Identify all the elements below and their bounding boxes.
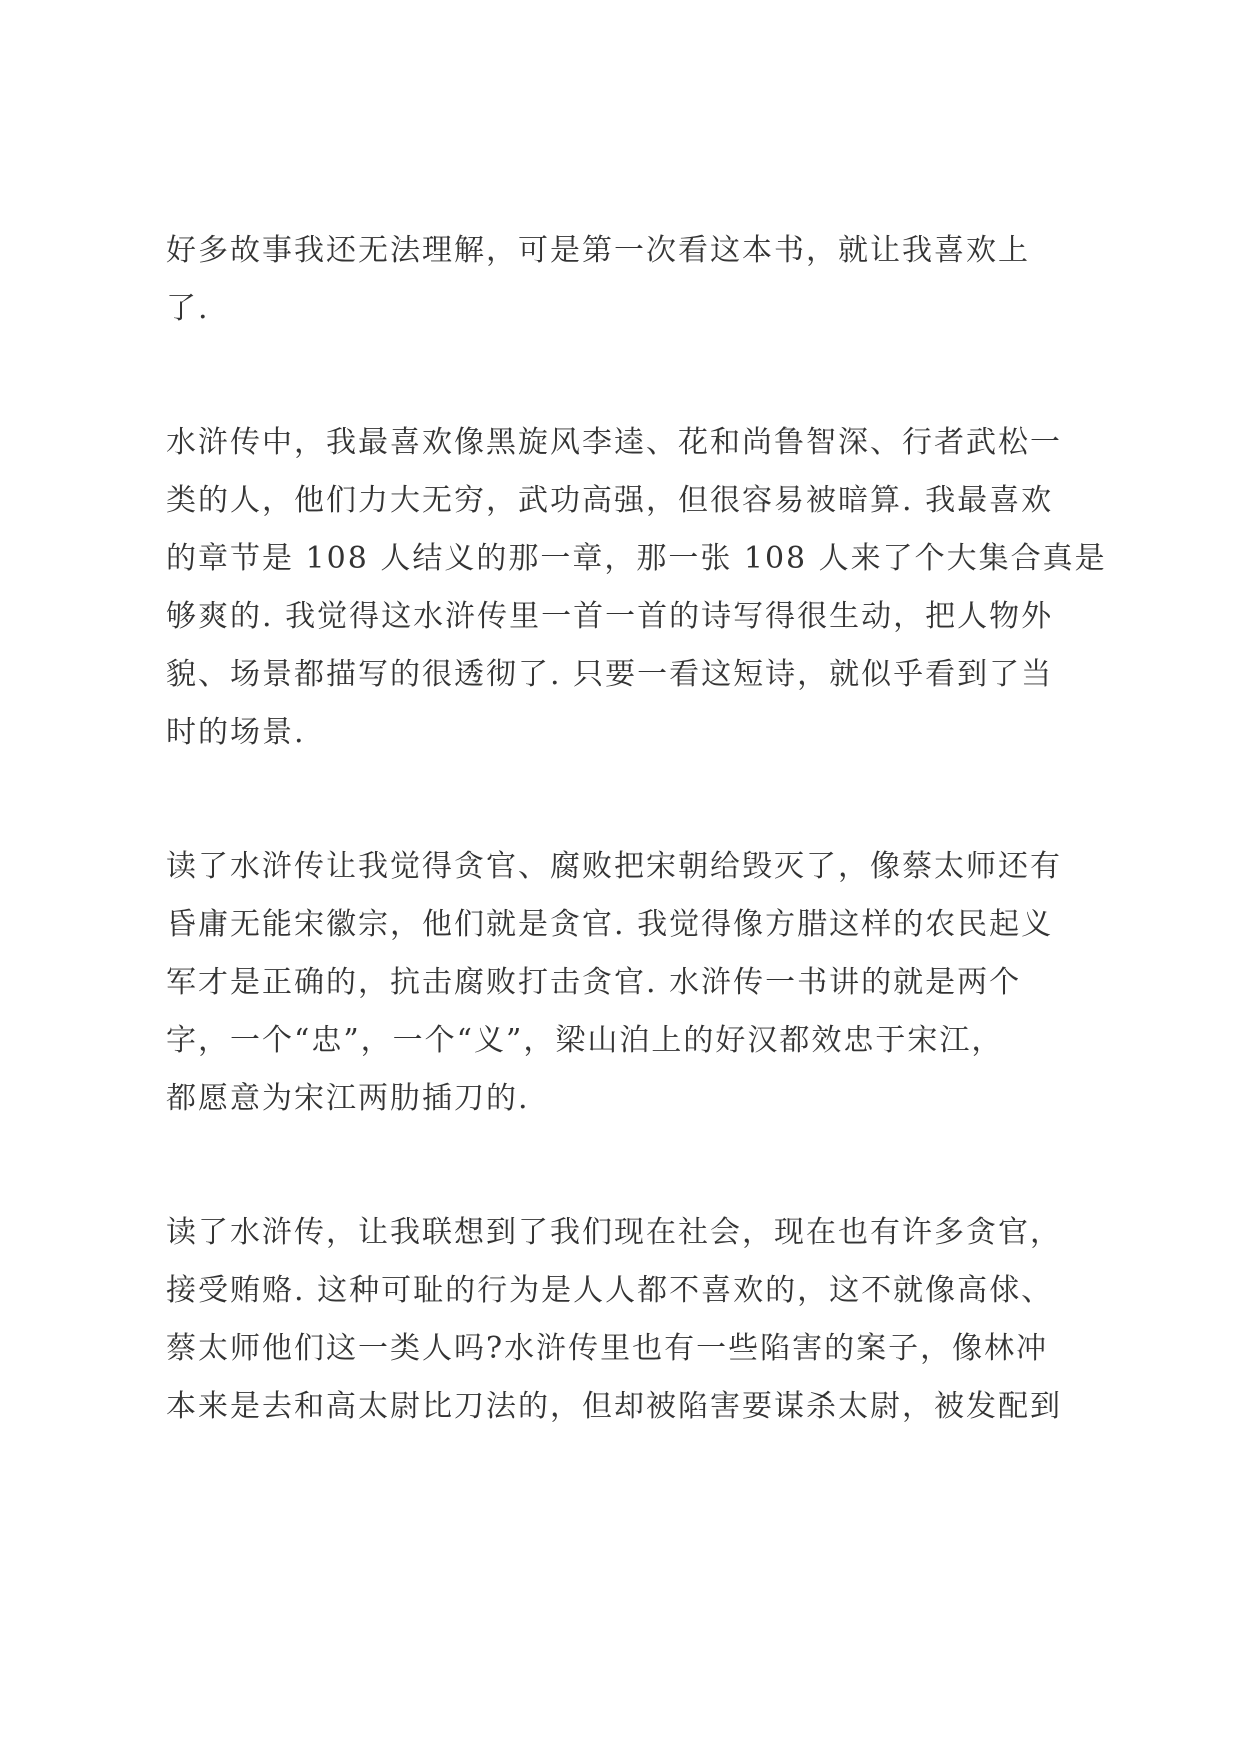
text-line: 了. — [166, 291, 210, 326]
paragraph-3 — [166, 838, 1096, 1128]
text-line: 字，一个“忠”，一个“义”，梁山泊上的好汉都效忠于宋江， — [166, 1023, 1004, 1058]
text-line: 读了水浒传，让我联想到了我们现在社会，现在也有许多贪官， — [166, 1215, 1062, 1250]
text-line: 都愿意为宋江两肋插刀的. — [166, 1081, 530, 1116]
text-line: 读了水浒传让我觉得贪官、腐败把宋朝给毁灭了，像蔡太师还有 — [166, 849, 1062, 884]
paragraph-4 — [166, 1204, 1096, 1436]
paragraph-1 — [166, 222, 1096, 338]
text-line: 够爽的. 我觉得这水浒传里一首一首的诗写得很生动，把人物外 — [166, 599, 1054, 634]
text-line: 昏庸无能宋徽宗，他们就是贪官. 我觉得像方腊这样的农民起义 — [166, 907, 1054, 942]
text-line: 好多故事我还无法理解，可是第一次看这本书，就让我喜欢上 — [166, 233, 1030, 268]
text-line: 本来是去和高太尉比刀法的，但却被陷害要谋杀太尉，被发配到 — [166, 1389, 1062, 1424]
paragraph-2 — [166, 414, 1107, 762]
document-body — [166, 222, 1107, 1512]
text-line: 类的人，他们力大无穷，武功高强，但很容易被暗算. 我最喜欢 — [166, 483, 1054, 518]
text-line: 水浒传中，我最喜欢像黑旋风李逵、花和尚鲁智深、行者武松一 — [166, 425, 1062, 460]
text-line: 蔡太师他们这一类人吗?水浒传里也有一些陷害的案子，像林冲 — [166, 1331, 1049, 1366]
text-line: 接受贿赂. 这种可耻的行为是人人都不喜欢的，这不就像高俅、 — [166, 1273, 1054, 1308]
text-line: 时的场景. — [166, 715, 306, 750]
text-line: 的章节是 108 人结义的那一章，那一张 108 人来了个大集合真是 — [166, 541, 1107, 576]
text-line: 貌、场景都描写的很透彻了. 只要一看这短诗，就似乎看到了当 — [166, 657, 1054, 692]
text-line: 军才是正确的，抗击腐败打击贪官. 水浒传一书讲的就是两个 — [166, 965, 1022, 1000]
